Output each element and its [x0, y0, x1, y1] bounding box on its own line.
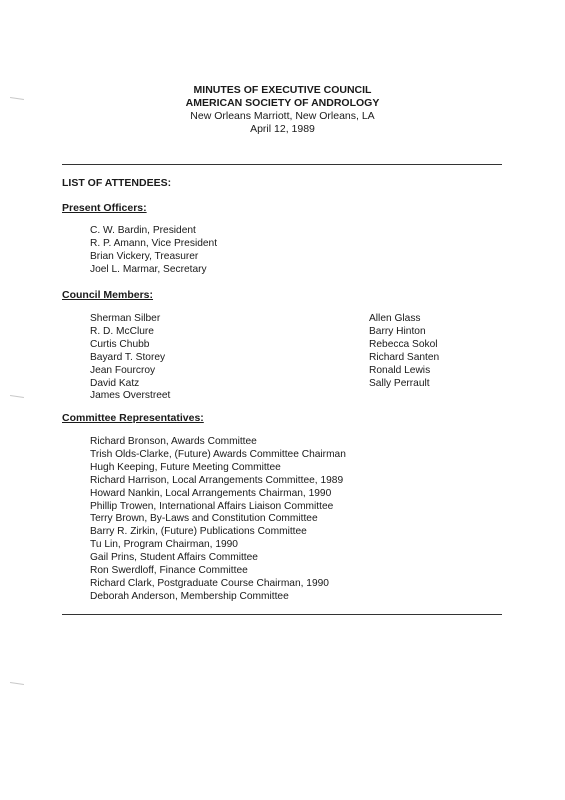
bottom-divider	[62, 614, 502, 615]
list-item: Rebecca Sokol	[369, 338, 438, 350]
list-item: Barry R. Zirkin, (Future) Publications Committee	[90, 526, 307, 538]
council-members-right-list	[369, 313, 439, 390]
present-officers-heading: Present Officers:	[62, 202, 147, 214]
council-members-left-list	[90, 313, 170, 403]
list-item: Howard Nankin, Local Arrangements Chairman, 1990	[90, 487, 332, 499]
list-item: Richard Clark, Postgraduate Course Chairman, 1990	[90, 577, 329, 589]
committee-representatives-heading: Committee Representatives:	[62, 412, 204, 424]
present-officers-list	[90, 225, 217, 277]
header-organization: AMERICAN SOCIETY OF ANDROLOGY	[185, 97, 380, 109]
list-item: Trish Olds-Clarke, (Future) Awards Committee Chairman	[90, 448, 346, 460]
margin-mark	[10, 682, 24, 685]
list-item: Richard Harrison, Local Arrangements Committee, 1989	[90, 474, 344, 486]
list-item: R. D. McClure	[90, 325, 154, 337]
top-divider	[62, 164, 502, 165]
list-item: Phillip Trowen, International Affairs Liaison Committee	[90, 500, 334, 512]
list-item: Sherman Silber	[90, 313, 161, 324]
header-location: New Orleans Marriott, New Orleans, LA	[190, 110, 375, 122]
margin-mark	[10, 395, 24, 398]
list-item: Gail Prins, Student Affairs Committee	[90, 552, 258, 564]
list-item: Sally Perrault	[369, 377, 430, 389]
list-item: Brian Vickery, Treasurer	[90, 250, 199, 262]
committee-representatives-list	[90, 436, 346, 604]
list-item: Barry Hinton	[369, 325, 426, 337]
list-item: Richard Santen	[369, 351, 440, 363]
list-item: C. W. Bardin, President	[90, 225, 196, 236]
header-title: MINUTES OF EXECUTIVE COUNCIL	[193, 84, 372, 96]
list-item: R. P. Amann, Vice President	[90, 237, 218, 249]
list-item: Hugh Keeping, Future Meeting Committee	[90, 461, 281, 473]
header-date: April 12, 1989	[250, 123, 315, 135]
list-item: Ron Swerdloff, Finance Committee	[90, 565, 248, 577]
list-item: Richard Bronson, Awards Committee	[90, 436, 257, 447]
list-item: David Katz	[90, 377, 140, 389]
list-item: Deborah Anderson, Membership Committee	[90, 590, 289, 602]
council-members-heading: Council Members:	[62, 289, 154, 301]
list-item: Bayard T. Storey	[90, 351, 166, 363]
list-item: James Overstreet	[90, 390, 171, 402]
list-item: Allen Glass	[369, 313, 421, 324]
list-item: Terry Brown, By-Laws and Constitution Committee	[90, 513, 318, 525]
list-item: Curtis Chubb	[90, 338, 150, 350]
list-item: Ronald Lewis	[369, 364, 431, 376]
document-header	[0, 84, 565, 136]
attendees-heading: LIST OF ATTENDEES:	[62, 177, 172, 189]
list-item: Joel L. Marmar, Secretary	[90, 263, 207, 275]
list-item: Jean Fourcroy	[90, 364, 156, 376]
list-item: Tu Lin, Program Chairman, 1990	[90, 539, 238, 551]
